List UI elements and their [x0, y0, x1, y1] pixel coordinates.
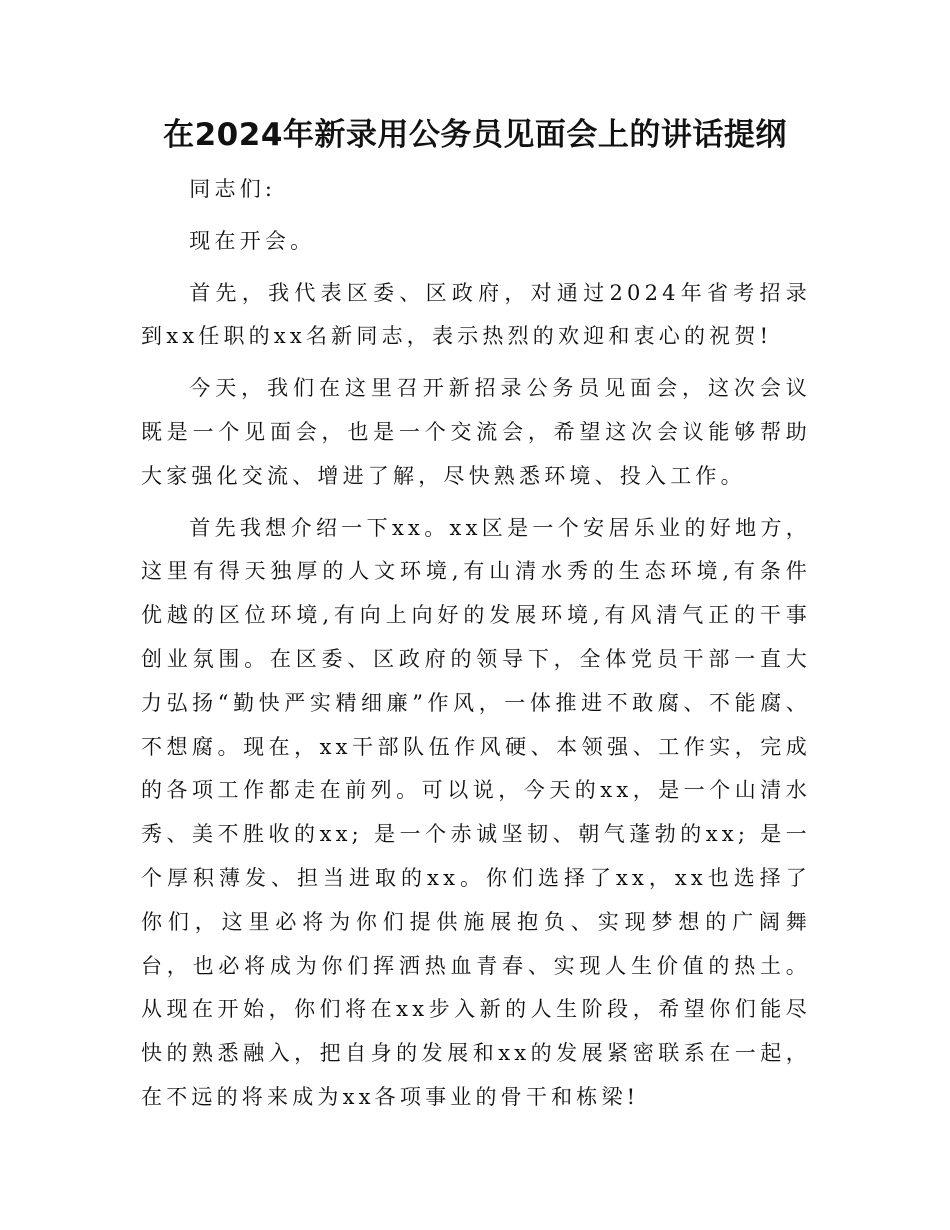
meeting-purpose-paragraph: 今天，我们在这里召开新招录公务员见面会，这次会议既是一个见面会，也是一个交流会，希望这次会议能够帮助大家强化交流、增进了解，尽快熟悉环境、投入工作。 [141, 376, 811, 488]
opening-paragraph: 现在开会。 [189, 228, 316, 253]
document-title: 在2024年新录用公务员见面会上的讲话提纲 [163, 117, 787, 153]
welcome-paragraph: 首先，我代表区委、区政府，对通过2024年省考招录到xx任职的xx名新同志，表示热烈的欢迎和衷心的祝贺! [141, 280, 811, 349]
document-body [141, 168, 811, 1120]
salutation-paragraph: 同志们: [189, 177, 277, 201]
introduction-paragraph: 首先我想介绍一下xx。xx区是一个安居乐业的好地方，这里有得天独厚的人文环境,有山清水秀的生态环境,有条件优越的区位环境,有向上向好的发展环境,有风清气正的干事创业氛围。在区委、区政府的领导下，全体党员干部一直大力弘扬“勤快严实精细廉”作风，一体推进不敢腐、不能腐、不想腐。现在，xx干部队伍作风硬、本领强、工作实，完成的各项工作都走在前列。可以说，今天的xx，是一个山清水秀、美不胜收的xx; 是一个赤诚坚韧、朝气蓬勃的xx; 是一个厚积薄发、担当进取的xx。你们选择了xx，xx也选择了你们，这里必将为你们提供施展抱负、实现梦想的广阔舞台，也必将成为你们挥洒热血青春、实现人生价值的热土。从现在开始，你们将在xx步入新的人生阶段，希望你们能尽快的熟悉融入，把自身的发展和xx的发展紧密联系在一起，在不远的将来成为xx各项事业的骨干和栋梁! [141, 515, 811, 1109]
